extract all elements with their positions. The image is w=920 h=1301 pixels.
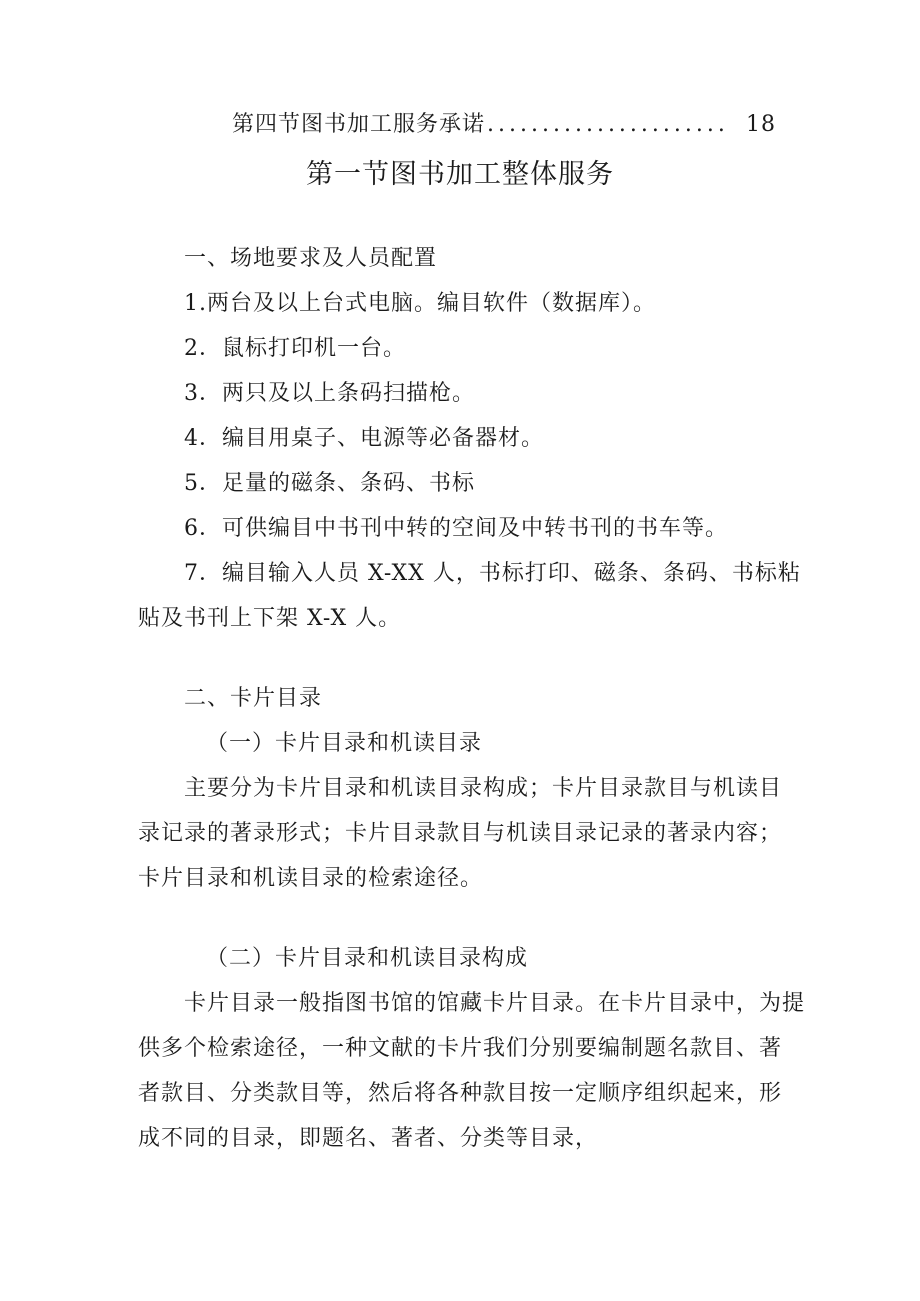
paragraph-line: 成不同的目录，即题名、著者、分类等目录，	[138, 1126, 599, 1151]
part1-heading: 一、场地要求及人员配置	[184, 246, 438, 271]
toc-leader-dots: ......................	[487, 112, 729, 137]
list-item: 4．编目用桌子、电源等必备器材。	[184, 426, 544, 451]
list-item: 5．足量的磁条、条码、书标	[184, 471, 475, 496]
subsection1-heading: （一）卡片目录和机读目录	[206, 731, 483, 756]
toc-entry[interactable]	[232, 110, 776, 140]
list-item: 2．鼠标打印机一台。	[184, 336, 406, 361]
paragraph-line: 供多个检索途径，一种文献的卡片我们分别要编制题名款目、著	[138, 1036, 783, 1061]
toc-page-number: 18	[746, 112, 776, 137]
paragraph-line: 卡片目录一般指图书馆的馆藏卡片目录。在卡片目录中，为提	[184, 991, 806, 1016]
paragraph-line: 卡片目录和机读目录的检索途径。	[138, 866, 484, 891]
list-item: 3．两只及以上条码扫描枪。	[184, 381, 475, 406]
list-item-continuation: 贴及书刊上下架 X-X 人。	[138, 606, 402, 631]
list-item: 1.两台及以上台式电脑。编目软件（数据库）。	[184, 291, 656, 316]
part2-heading: 二、卡片目录	[184, 686, 323, 711]
paragraph-line: 者款目、分类款目等，然后将各种款目按一定顺序组织起来，形	[138, 1081, 783, 1106]
toc-entry-title: 第四节图书加工服务承诺	[232, 112, 486, 137]
list-item: 7．编目输入人员 X-XX 人，书标打印、磁条、条码、书标粘	[184, 561, 801, 586]
list-item: 6．可供编目中书刊中转的空间及中转书刊的书车等。	[184, 516, 728, 541]
paragraph-line: 主要分为卡片目录和机读目录构成；卡片目录款目与机读目	[184, 776, 783, 801]
subsection2-heading: （二）卡片目录和机读目录构成	[206, 946, 529, 971]
section-heading: 第一节图书加工整体服务	[306, 159, 614, 190]
paragraph-line: 录记录的著录形式；卡片目录款目与机读目录记录的著录内容；	[138, 821, 783, 846]
